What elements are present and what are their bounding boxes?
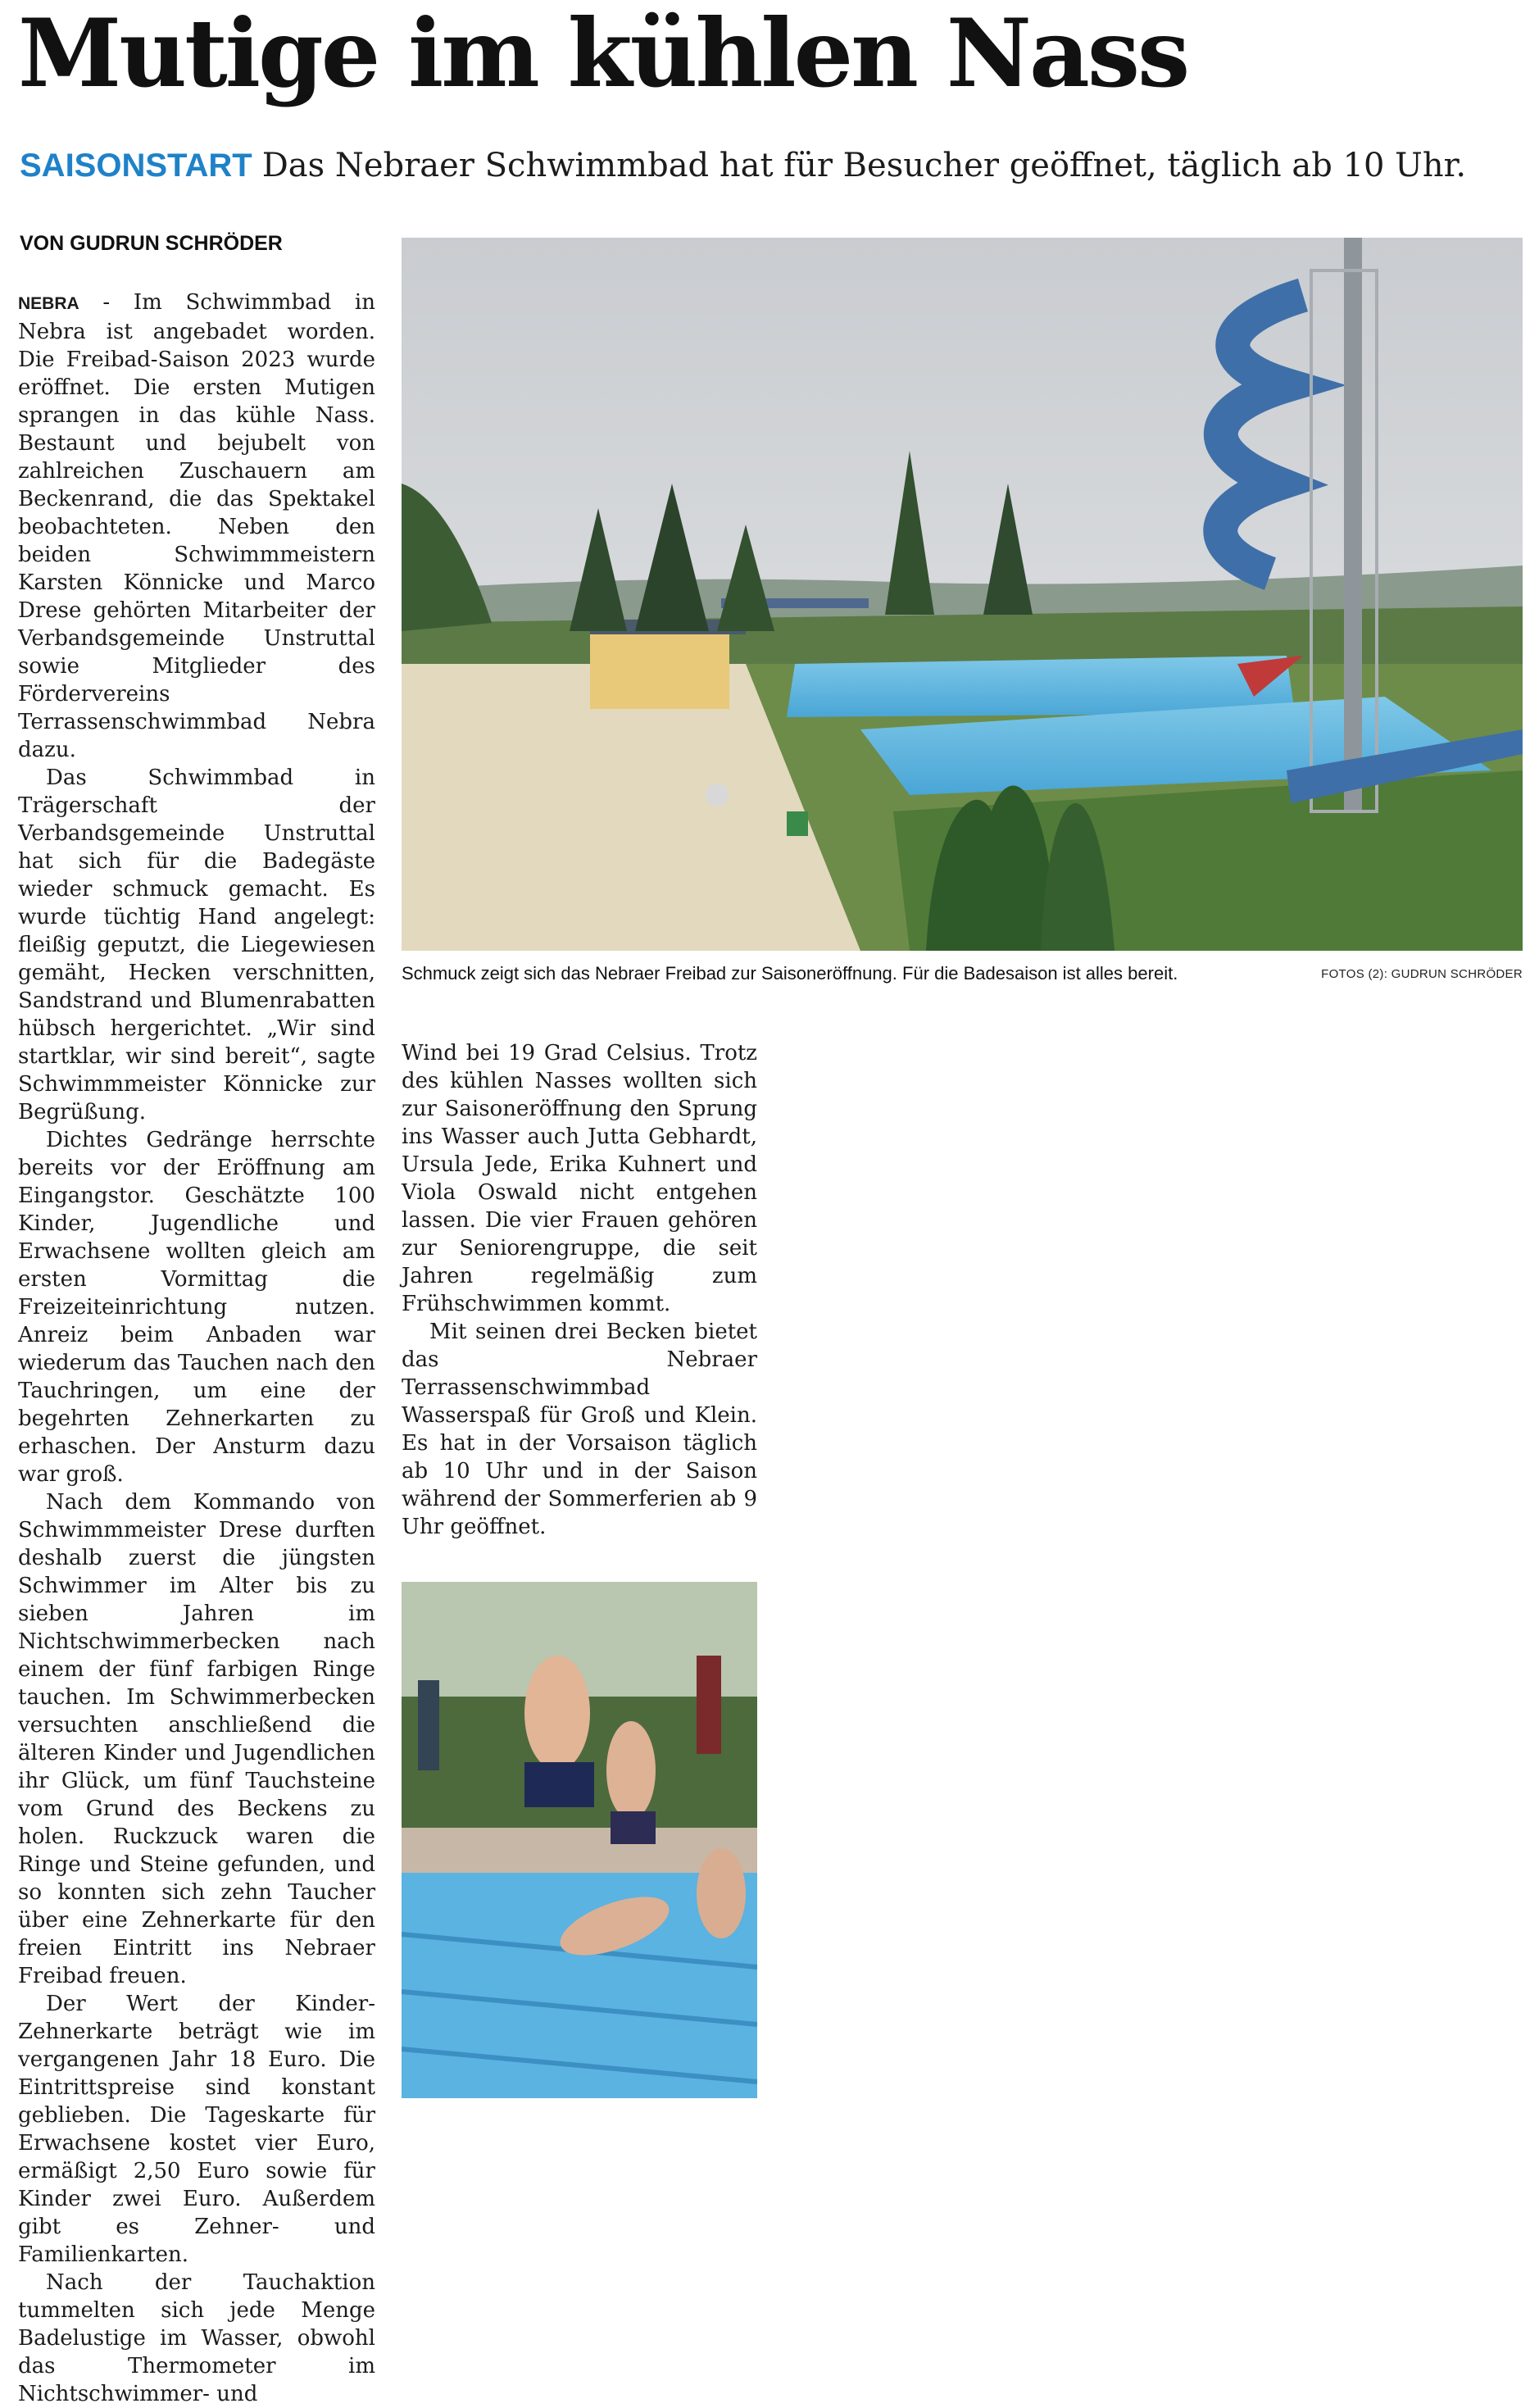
paragraph: Mit seinen drei Becken bietet das Nebraer Terrassenschwimmbad Wasserspaß für Groß und Klein. Es hat in der Vorsaison täglich ab 10 Uhr und in der Saison während der Sommerferien ab 9 Uhr geöffnet.	[402, 1320, 757, 1539]
paragraph: Dichtes Gedränge herrschte bereits vor der Eröffnung am Eingangstor. Geschätzte 100 Kinder, Jugendliche und Erwachsene wollten gleich am ersten Vormittag die Freizeiteinrichtung nutzen. Anreiz beim Anbaden war wiederum das Tauchen nach den Tauchringen, um eine der begehrten Zehnerkarten zu erhaschen. Der Ansturm dazu war groß.	[18, 1128, 375, 1487]
article-column-1	[18, 289, 375, 2408]
article-column-2	[402, 1039, 757, 1541]
dateline-location: NEBRA	[18, 294, 79, 313]
pool-overview-photo	[402, 238, 1523, 951]
headline: Mutige im kühlen Nass	[18, 0, 1188, 108]
photo-credit: FOTOS (2): GUDRUN SCHRÖDER	[1321, 967, 1523, 981]
paragraph	[18, 289, 375, 764]
paragraph: Der Wert der Kinder-Zehnerkarte beträgt wie im vergangenen Jahr 18 Euro. Die Eintrittspreise sind konstant geblieben. Die Tageskarte für Erwachsene kostet vier Euro, ermäßigt 2,50 Euro sowie für Kinder zwei Euro. Außerdem gibt es Zehner- und Familienkarten.	[18, 1992, 375, 2267]
subhead-text: Das Nebraer Schwimmbad hat für Besucher geöffnet, täglich ab 10 Uhr.	[261, 147, 1467, 184]
paragraph-text: - Im Schwimmbad in Nebra ist angebadet worden. Die Freibad-Saison 2023 wurde eröffnet. Die ersten Mutigen sprangen in das kühle Nass. Bestaunt und bejubelt von zahlreichen Zuschauern am Beckenrand, die das Spektakel beobachteten. Neben den beiden Schwimmmeistern Karsten Könnicke und Marco Drese gehörten Mitarbeiter der Verbandsgemeinde Unstruttal sowie Mitglieder des Fördervereins Terrassenschwimmbad Nebra dazu.	[18, 290, 375, 762]
paragraph: Nach der Tauchaktion tummelten sich jede Menge Badelustige im Wasser, obwohl das Thermometer im Nichtschwimmer- und	[18, 2270, 375, 2406]
jumping-swimmers-photo	[402, 1582, 757, 2098]
paragraph: Nach dem Kommando von Schwimmmeister Drese durften deshalb zuerst die jüngsten Schwimmer im Alter bis zu sieben Jahren im Nichtschwimmerbecken nach einem der fünf farbigen Ringe tauchen. Im Schwimmerbecken versuchten anschließend die älteren Kinder und Jugendlichen ihr Glück, um fünf Tauchsteine vom Grund des Beckens zu holen. Ruckzuck waren die Ringe und Steine gefunden, und so konnten sich zehn Taucher über eine Zehnerkarte für den freien Eintritt ins Nebraer Freibad freuen.	[18, 1490, 375, 1988]
paragraph: Wind bei 19 Grad Celsius. Trotz des kühlen Nasses wollten sich zur Saisoneröffnung den Sprung ins Wasser auch Jutta Gebhardt, Ursula Jede, Erika Kuhnert und Viola Oswald nicht entgehen lassen. Die vier Frauen gehören zur Seniorengruppe, die seit Jahren regelmäßig zum Frühschwimmen kommt.	[402, 1041, 757, 1316]
kicker: SAISONSTART	[20, 148, 252, 184]
subheadline	[20, 146, 1466, 185]
photo-caption: Schmuck zeigt sich das Nebraer Freibad zur Saisoneröffnung. Für die Badesaison ist alles bereit.	[402, 963, 1178, 984]
byline: VON GUDRUN SCHRÖDER	[20, 232, 283, 255]
paragraph: Das Schwimmbad in Trägerschaft der Verbandsgemeinde Unstruttal hat sich für die Badegäste wieder schmuck gemacht. Es wurde tüchtig Hand angelegt: fleißig geputzt, die Liegewiesen gemäht, Hecken verschnitten, Sandstrand und Blumenrabatten hübsch hergerichtet. „Wir sind startklar, wir sind bereit“, sagte Schwimmmeister Könnicke zur Begrüßung.	[18, 766, 375, 1124]
